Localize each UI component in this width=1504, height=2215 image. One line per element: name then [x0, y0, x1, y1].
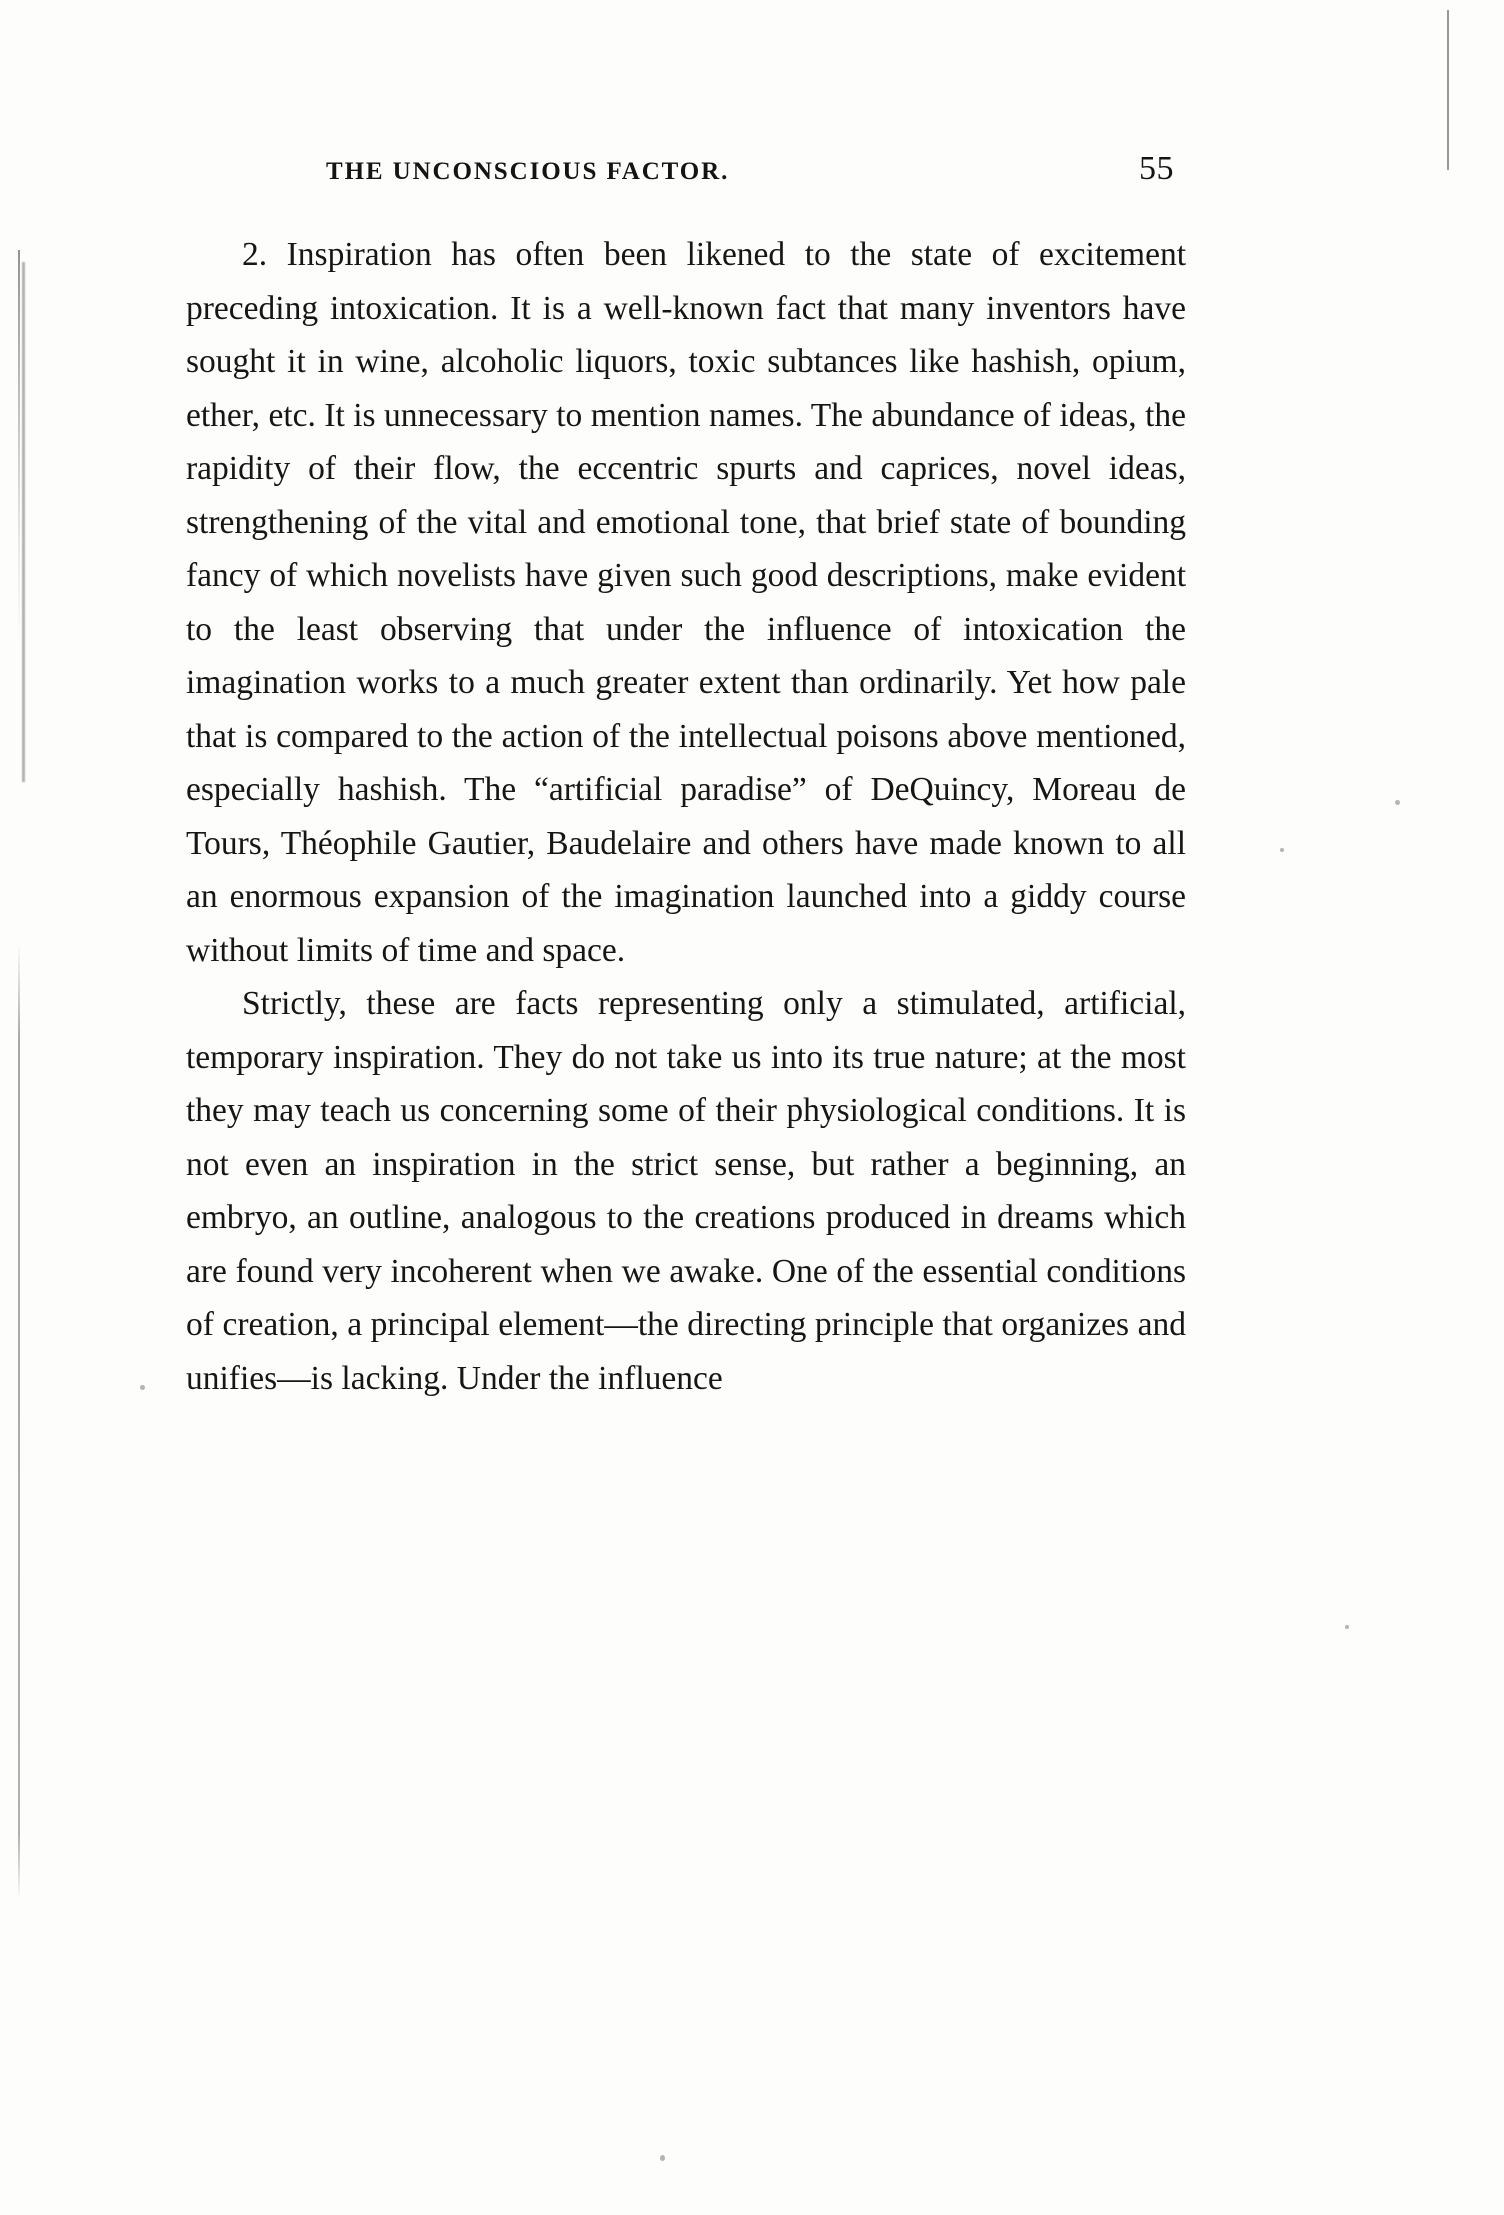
- scan-speck: [660, 2155, 665, 2161]
- paragraph: 2. Inspiration has often been likened to the state of excitement preceding intoxication. It is a well-known fact that many inventors have sought it in wine, alcoholic liquors, toxic subtances like hashish, opium, ether, etc. It is unnecessary to mention names. The abundance of ideas, the rapidity of their flow, the eccentric spurts and caprices, novel ideas, strengthening of the vital and emotional tone, that brief state of bounding fancy of which novelists have given such good descriptions, make evident to the least observing that under the influence of intoxication the imagination works to a much greater extent than ordinarily. Yet how pale that is compared to the action of the intellectual poisons above mentioned, especially hashish. The “artificial paradise” of DeQuincy, Moreau de Tours, Théophile Gautier, Baudelaire and others have made known to all an enormous expansion of the imagination launched into a giddy course without limits of time and space.: [186, 236, 1186, 969]
- page-edge-artifact-left: [18, 250, 20, 1900]
- page-content: [186, 0, 1186, 1405]
- paragraph: Strictly, these are facts representing only a stimulated, artificial, temporary inspiration. They do not take us into its true nature; at the most they may teach us concerning some of their physiological conditions. It is not even an inspiration in the strict sense, but rather a beginning, an embryo, an outline, analogous to the creations produced in dreams which are found very incoherent when we awake. One of the essential conditions of creation, a principal element—the directing principle that organizes and unifies—is lacking. Under the influence: [186, 985, 1186, 1397]
- running-head-title: THE UNCONSCIOUS FACTOR.: [326, 158, 730, 185]
- scan-speck: [1345, 1625, 1349, 1629]
- body-text: [186, 228, 1186, 1405]
- running-head: [186, 150, 1186, 188]
- page-edge-artifact-right: [1447, 10, 1449, 170]
- scan-speck: [1280, 848, 1284, 852]
- page-edge-artifact-left-secondary: [22, 262, 25, 782]
- scan-speck: [140, 1385, 145, 1390]
- page-number: 55: [1139, 150, 1174, 187]
- scan-speck: [1395, 800, 1400, 805]
